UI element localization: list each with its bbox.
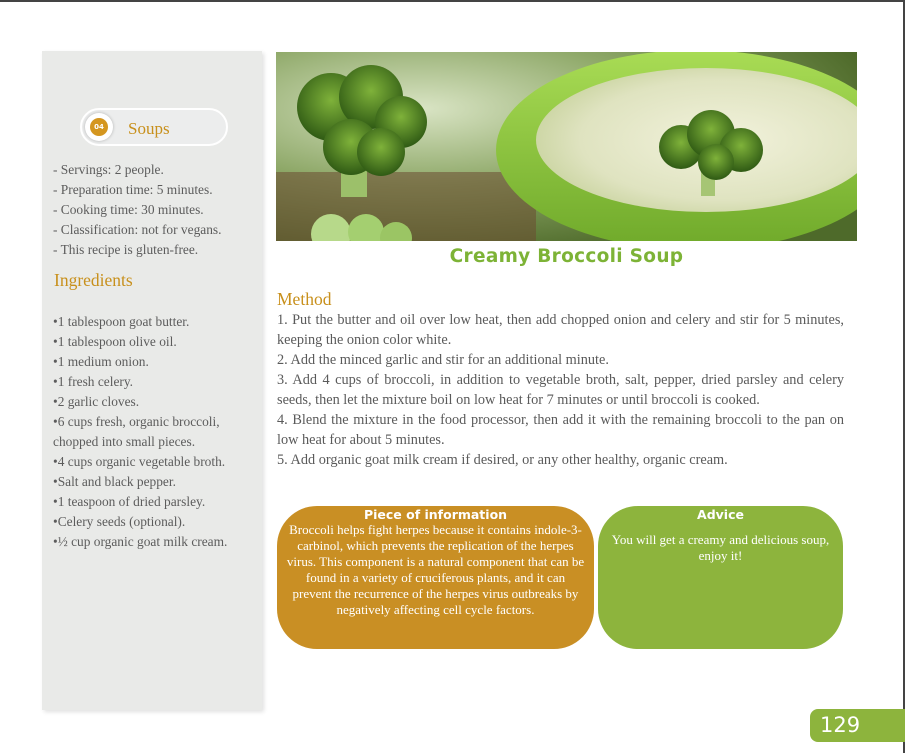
ingredient-item: •Salt and black pepper. [53,474,176,489]
category-number: 04 [90,118,108,136]
method-step: 3. Add 4 cups of broccoli, in addition to vegetable broth, salt, pepper, dried parsley and celery seeds, then let the mixture boil on low heat for 7 minutes or until broccoli is cooked. [277,372,844,408]
page-number: 129 [810,709,905,742]
advice-box-title: Advice [697,507,744,522]
method-step: 5. Add organic goat milk cream if desired, or any other healthy, organic cream. [277,452,728,468]
ingredient-item: •4 cups organic vegetable broth. [53,454,226,469]
recipe-title: Creamy Broccoli Soup [449,246,684,267]
ingredients-heading: Ingredients [54,270,133,290]
information-box [277,506,594,649]
fact-item: - Classification: not for vegans. [53,222,222,237]
advice-box-text: You will get a creamy and delicious soup, enjoy it! [611,532,830,563]
ingredient-item: •1 fresh celery. [53,374,134,389]
fact-item: - Preparation time: 5 minutes. [53,182,213,197]
ingredient-item: •1 tablespoon olive oil. [53,334,177,349]
category-label: Soups [128,119,170,138]
recipe-sidebar [42,51,262,710]
fact-item: - Servings: 2 people. [53,162,164,177]
fact-item: - This recipe is gluten-free. [53,242,199,257]
method-step: 1. Put the butter and oil over low heat, then add chopped onion and celery and stir for 5 minutes, keeping the onion color white. [277,312,844,348]
soup-photo [276,52,857,241]
method-heading: Method [277,289,332,309]
advice-box [598,506,843,649]
method-steps [277,310,844,470]
ingredients-list [53,312,258,552]
method-step: 2. Add the minced garlic and stir for an additional minute. [277,352,609,368]
soup-photo-illustration [276,52,857,241]
ingredient-item: •Celery seeds (optional). [53,514,186,529]
ingredient-item: •1 tablespoon goat butter. [53,314,190,329]
ingredient-item: •6 cups fresh, organic broccoli, chopped into small pieces. [53,414,220,449]
information-box-text: Broccoli helps fight herpes because it contains indole-3-carbinol, which prevents the replication of the herpes virus. This component is a natural component that can be found in a variety of cruciferous plants, and it can prevent the recurrence of the herpes virus outbreaks by negatively affecting cell cycle factors. [286,522,585,617]
recipe-facts [53,160,258,260]
method-step: 4. Blend the mixture in the food processor, then add it with the remaining broccoli to the pan on low heat for about 5 minutes. [277,412,844,448]
ingredient-item: •1 teaspoon of dried parsley. [53,494,206,509]
category-badge [85,113,113,141]
information-box-title: Piece of information [363,507,508,522]
ingredient-item: •1 medium onion. [53,354,149,369]
ingredient-item: •½ cup organic goat milk cream. [53,534,228,549]
ingredient-item: •2 garlic cloves. [53,394,140,409]
fact-item: - Cooking time: 30 minutes. [53,202,204,217]
